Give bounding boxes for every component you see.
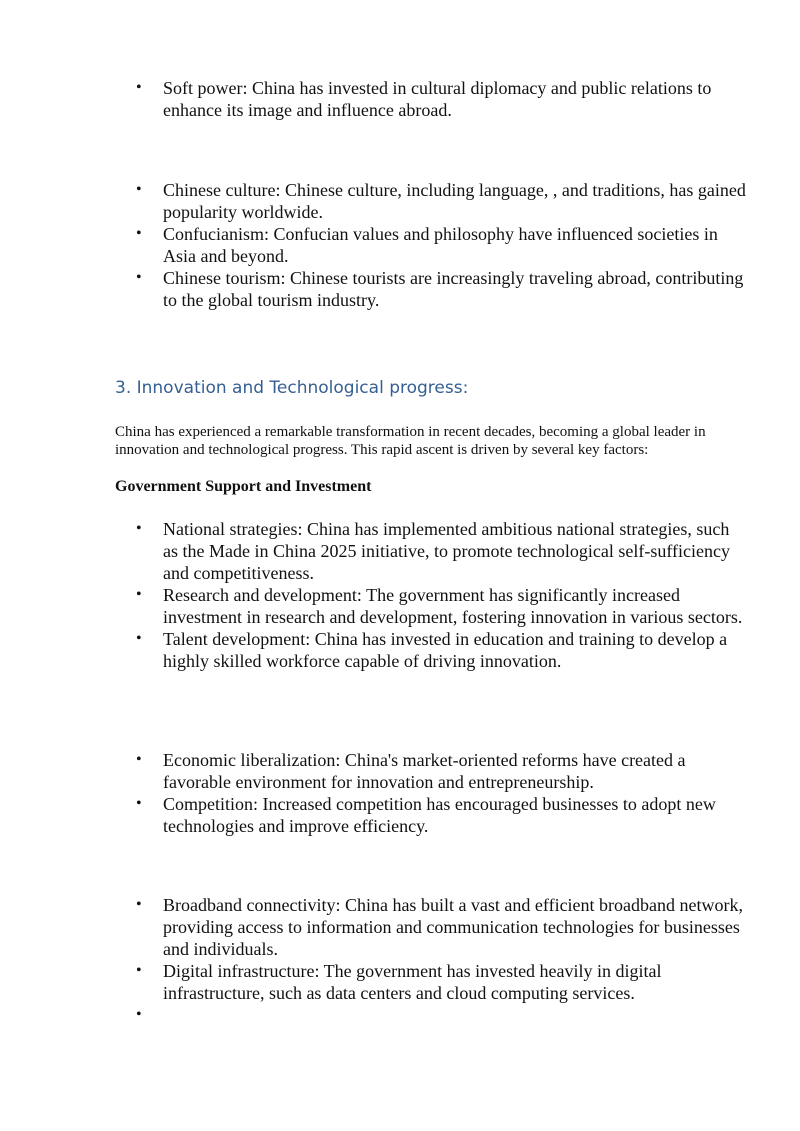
- bullet-icon: •: [136, 225, 142, 242]
- list-item: [0, 179, 800, 223]
- list-item-text: Talent development: China has invested in education and training to develop a highly skilled workforce capable of driving innovation.: [163, 629, 728, 671]
- bullet-icon: •: [136, 751, 142, 768]
- list-item: [0, 223, 800, 267]
- bullet-icon: •: [136, 79, 142, 96]
- bullet-list-government-support: [0, 518, 800, 672]
- list-item-text: Confucianism: Confucian values and philosophy have influenced societies in Asia and beyond.: [163, 224, 718, 266]
- bullet-icon: •: [136, 630, 142, 647]
- list-item: [0, 894, 800, 960]
- bullet-icon: •: [136, 520, 142, 537]
- list-item: [0, 628, 800, 672]
- list-item-text: National strategies: China has implemented ambitious national strategies, such as the Made in China 2025 initiative, to promote technological self-sufficiency and competitiveness.: [163, 519, 731, 583]
- bullet-icon: •: [136, 1006, 142, 1023]
- section-intro-paragraph: China has experienced a remarkable transformation in recent decades, becoming a global leader in innovation and technological progress. This rapid ascent is driven by several key factors:: [115, 424, 706, 458]
- bullet-icon: •: [136, 795, 142, 812]
- list-item-text: Research and development: The government has significantly increased investment in research and development, fostering innovation in various sectors.: [163, 585, 743, 627]
- bullet-list-soft-power: [0, 77, 800, 121]
- list-item: [0, 960, 800, 1004]
- bullet-icon: •: [136, 586, 142, 603]
- list-item-text: Chinese culture: Chinese culture, including language, , and traditions, has gained popularity worldwide.: [163, 180, 746, 222]
- bullet-list-culture: [0, 179, 800, 311]
- list-item: [0, 77, 800, 121]
- list-item-text: Competition: Increased competition has encouraged businesses to adopt new technologies and improve efficiency.: [163, 794, 716, 836]
- bullet-icon: •: [136, 962, 142, 979]
- list-item: [0, 584, 800, 628]
- subsection-heading: Government Support and Investment: [115, 478, 372, 495]
- list-item-text: Chinese tourism: Chinese tourists are increasingly traveling abroad, contributing to the global tourism industry.: [163, 268, 744, 310]
- section-heading: 3. Innovation and Technological progress:: [115, 378, 469, 398]
- bullet-list-economic: [0, 749, 800, 837]
- list-item: [0, 793, 800, 837]
- list-item: [0, 1004, 800, 1026]
- bullet-icon: •: [136, 269, 142, 286]
- list-item-text: Soft power: China has invested in cultural diplomacy and public relations to enhance its image and influence abroad.: [163, 78, 712, 120]
- bullet-list-infrastructure: [0, 894, 800, 1026]
- list-item: [0, 267, 800, 311]
- bullet-icon: •: [136, 181, 142, 198]
- list-item: [0, 749, 800, 793]
- bullet-icon: •: [136, 896, 142, 913]
- list-item: [0, 518, 800, 584]
- list-item-text: Broadband connectivity: China has built a vast and efficient broadband network, providing access to information and communication technologies for businesses and individuals.: [163, 895, 744, 959]
- list-item-text: Digital infrastructure: The government has invested heavily in digital infrastructure, such as data centers and cloud computing services.: [163, 961, 662, 1003]
- list-item-text: Economic liberalization: China's market-oriented reforms have created a favorable environment for innovation and entrepreneurship.: [163, 750, 686, 792]
